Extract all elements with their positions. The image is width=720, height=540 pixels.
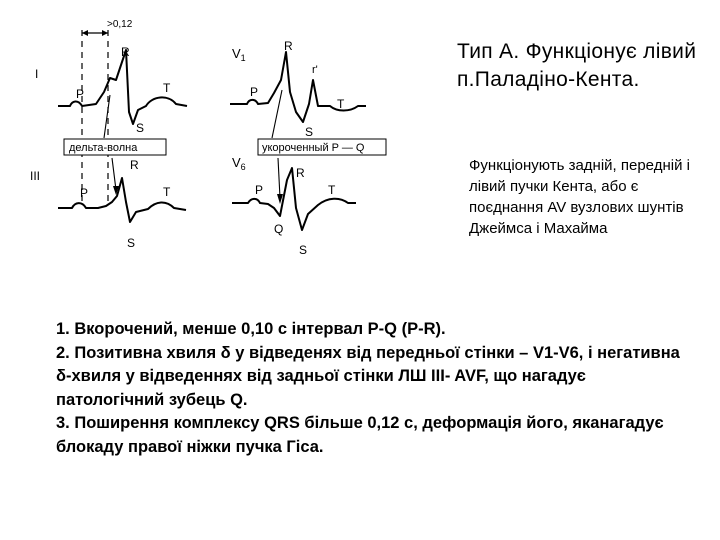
wave-label-p: P	[80, 186, 89, 200]
wave-label-s: S	[136, 121, 145, 135]
criteria-item-3: 3. Поширення комплексу QRS більше 0,12 с, деформація його, яканагадує блокаду правої ніжки пучка Гіса.	[56, 414, 664, 456]
short-pq-label: укороченный P — Q	[262, 142, 365, 154]
slide-subtitle: Функціонують задній, передній і лівий пучки Кента, або є поєднання AV вузлових шунтів Джеймса і Махайма	[469, 157, 690, 237]
wave-label-r: R	[284, 39, 293, 53]
lead-label-i: I	[35, 67, 39, 81]
interval-label: >0,12	[107, 19, 133, 30]
criteria-item-1: 1. Вкорочений, менше 0,10 с інтервал P-Q (P-R).	[56, 320, 446, 338]
wave-label-s: S	[127, 236, 136, 250]
wave-label-t: T	[163, 185, 171, 199]
lead-label-v1: $V_1$	[232, 46, 246, 63]
delta-wave-label: дельта-волна	[69, 142, 138, 154]
wave-label-q: Q	[274, 222, 284, 236]
wave-label-t: T	[328, 183, 336, 197]
wave-label-p: P	[255, 183, 264, 197]
wave-label-s: S	[299, 243, 308, 257]
lead-label-v6: $V_6$	[232, 155, 246, 172]
criteria-item-2: 2. Позитивна хвиля δ у відведенях від передньої стінки – V1-V6, і негативна δ-хвиля у відведеннях від задньої стінки ЛШ III- AVF, що нагадує патологічний зубець Q.	[56, 343, 680, 409]
slide-title: Тип А. Функціонує лівий п.Паладіно-Кента.	[457, 40, 697, 91]
wave-label-s: S	[305, 125, 314, 139]
ecg-diagram	[0, 0, 440, 300]
criteria-list	[56, 318, 696, 459]
interval-bracket	[82, 30, 108, 205]
lead-v6-trace	[232, 168, 356, 230]
wave-label-r-prime: r'	[312, 64, 318, 76]
wave-label-t: T	[337, 97, 345, 111]
wave-label-t: T	[163, 81, 171, 95]
wave-label-p: P	[76, 87, 85, 101]
wave-label-p: P	[250, 85, 259, 99]
wave-label-r: R	[130, 158, 139, 172]
wave-label-r: R	[121, 45, 130, 59]
wave-label-r: R	[296, 166, 305, 180]
lead-label-iii: III	[30, 169, 41, 183]
